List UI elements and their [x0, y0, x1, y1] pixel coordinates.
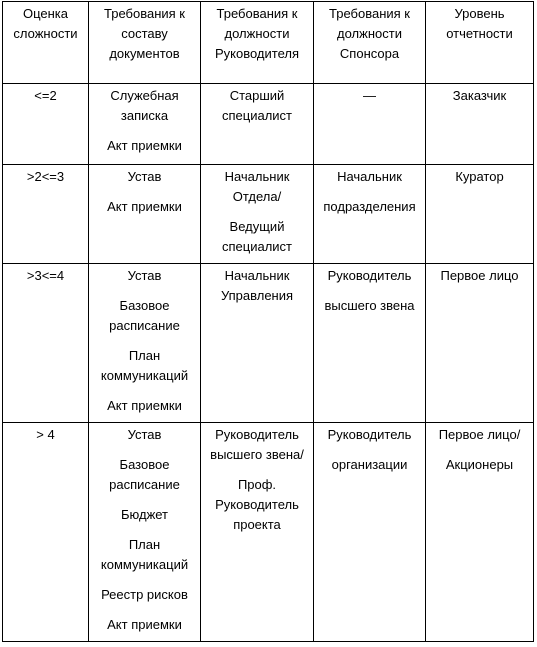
complexity-requirements-table: [2, 1, 534, 642]
cell-report: Куратор: [426, 165, 534, 264]
cell-report: Заказчик: [426, 84, 534, 165]
cell-manager: Руководитель высшего звена/ Проф. Руководитель проекта: [201, 423, 314, 642]
document-table-wrapper: [2, 1, 534, 642]
cell-manager: Начальник Управления: [201, 264, 314, 423]
header-sponsor: Требования к должности Спонсора: [314, 2, 426, 84]
cell-sponsor: Руководитель высшего звена: [314, 264, 426, 423]
table-row: [3, 264, 534, 423]
cell-score: > 4: [3, 423, 89, 642]
cell-docs: Служебная записка Акт приемки: [89, 84, 201, 165]
cell-score: <=2: [3, 84, 89, 165]
cell-manager: Начальник Отдела/ Ведущий специалист: [201, 165, 314, 264]
cell-sponsor: —: [314, 84, 426, 165]
cell-manager: Старший специалист: [201, 84, 314, 165]
cell-report: Первое лицо/ Акционеры: [426, 423, 534, 642]
cell-score: >3<=4: [3, 264, 89, 423]
cell-docs: Устав Базовое расписание План коммуникаций Акт приемки: [89, 264, 201, 423]
header-manager: Требования к должности Руководителя: [201, 2, 314, 84]
table-row: [3, 165, 534, 264]
table-row: [3, 423, 534, 642]
header-docs: Требования к составу документов: [89, 2, 201, 84]
cell-sponsor: Начальник подразделения: [314, 165, 426, 264]
header-score: Оценка сложности: [3, 2, 89, 84]
cell-report: Первое лицо: [426, 264, 534, 423]
cell-docs: Устав Акт приемки: [89, 165, 201, 264]
header-report: Уровень отчетности: [426, 2, 534, 84]
table-header-row: [3, 2, 534, 84]
cell-sponsor: Руководитель организации: [314, 423, 426, 642]
table-row: [3, 84, 534, 165]
cell-docs: Устав Базовое расписание Бюджет План коммуникаций Реестр рисков Акт приемки: [89, 423, 201, 642]
cell-score: >2<=3: [3, 165, 89, 264]
